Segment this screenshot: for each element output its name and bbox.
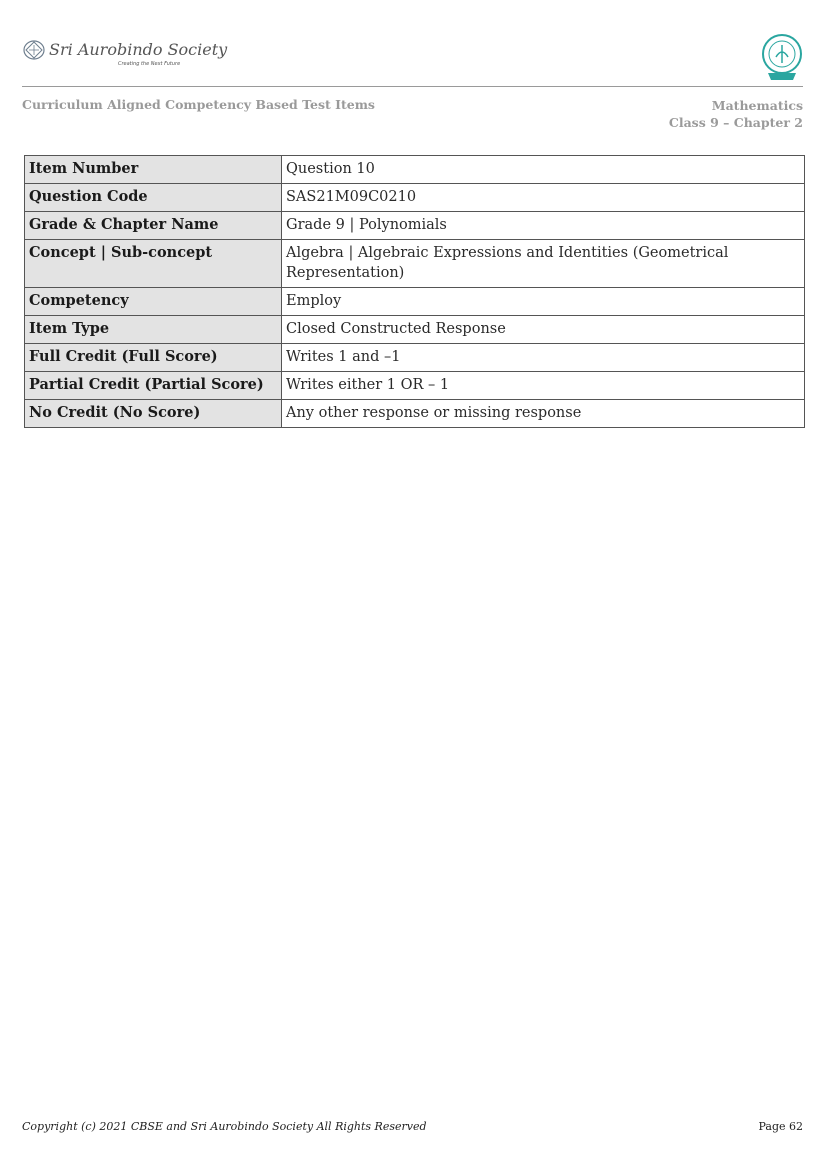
table-row [25, 288, 805, 316]
table-row [25, 400, 805, 428]
table-row [25, 184, 805, 212]
row-label: Item Type [25, 316, 282, 344]
row-label: Partial Credit (Partial Score) [25, 372, 282, 400]
row-value: Closed Constructed Response [282, 316, 805, 344]
row-value: Algebra | Algebraic Expressions and Identities (Geometrical Representation) [282, 240, 805, 288]
item-details-table [24, 155, 805, 428]
lotus-icon [24, 41, 44, 59]
table-row [25, 212, 805, 240]
class-chapter-label: Class 9 – Chapter 2 [668, 115, 803, 130]
document-subtitle: Curriculum Aligned Competency Based Test Items [22, 97, 375, 112]
row-label: Competency [25, 288, 282, 316]
row-label: Full Credit (Full Score) [25, 344, 282, 372]
row-label: Concept | Sub-concept [25, 240, 282, 288]
row-value: Any other response or missing response [282, 400, 805, 428]
row-value: Grade 9 | Polynomials [282, 212, 805, 240]
subject-block [669, 97, 803, 131]
table-row [25, 240, 805, 288]
page-number: Page 62 [758, 1120, 803, 1133]
row-value: Writes either 1 OR – 1 [282, 372, 805, 400]
table-row [25, 316, 805, 344]
table-row [25, 344, 805, 372]
logo-tagline: Creating the Next Future [118, 61, 181, 67]
row-label: No Credit (No Score) [25, 400, 282, 428]
row-value: Question 10 [282, 156, 805, 184]
row-label: Question Code [25, 184, 282, 212]
row-label: Item Number [25, 156, 282, 184]
header-divider [22, 86, 803, 87]
table-row [25, 372, 805, 400]
copyright-notice: Copyright (c) 2021 CBSE and Sri Aurobindo Society All Rights Reserved [22, 1120, 427, 1133]
row-label: Grade & Chapter Name [25, 212, 282, 240]
row-value: Employ [282, 288, 805, 316]
table-row [25, 156, 805, 184]
row-value: Writes 1 and –1 [282, 344, 805, 372]
cbse-emblem-icon [760, 33, 804, 83]
sri-aurobindo-society-logo [22, 36, 228, 68]
subject-label: Mathematics [711, 98, 803, 113]
row-value: SAS21M09C0210 [282, 184, 805, 212]
logo-text: Sri Aurobindo Society [49, 40, 228, 59]
